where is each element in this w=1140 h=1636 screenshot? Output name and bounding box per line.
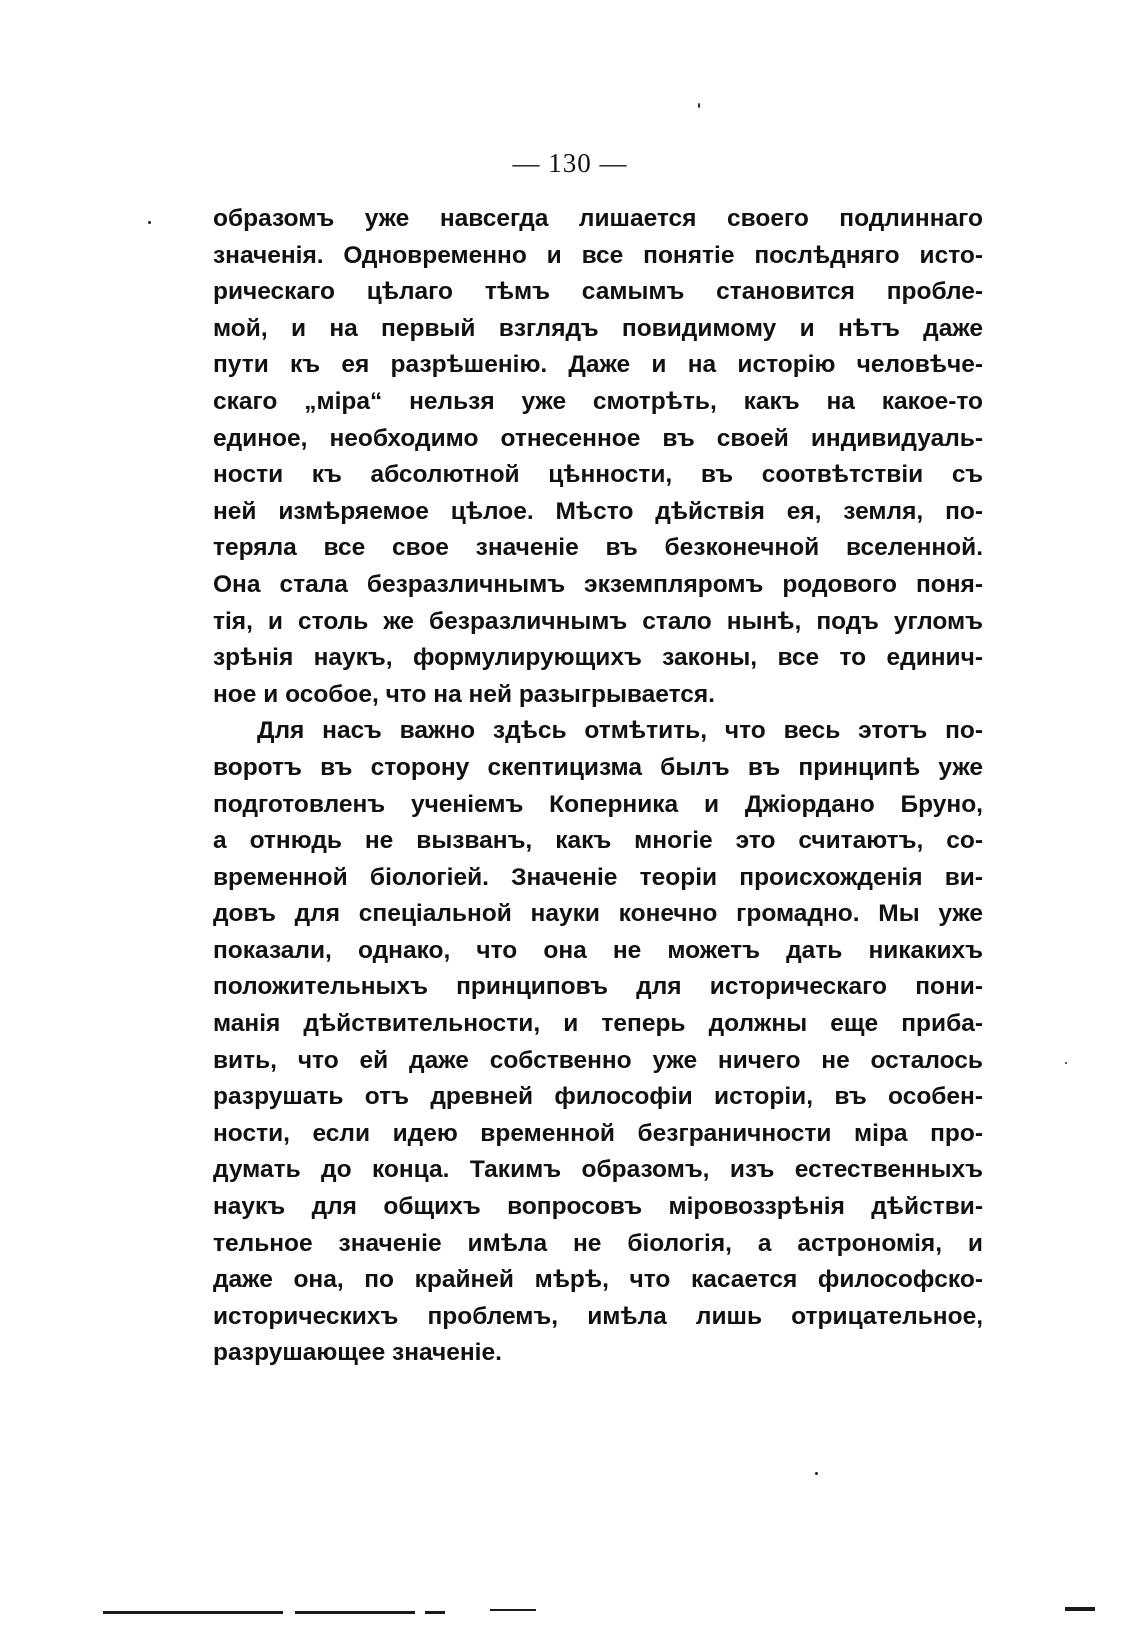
text-line: воротъ въ сторону скептицизма былъ въ принципѣ уже — [213, 753, 983, 781]
text-line: разрушающее значеніе. — [213, 1339, 502, 1367]
text-line: рическаго цѣлаго тѣмъ самымъ становится пробле- — [213, 278, 983, 306]
text-line: тія, и столь же безразличнымъ стало нынѣ, подъ угломъ — [213, 607, 983, 635]
scan-speck — [698, 103, 700, 108]
text-line: довъ для спеціальной науки конечно громадно. Мы уже — [213, 900, 983, 928]
scan-rule — [103, 1611, 283, 1614]
page-number: — 130 — — [512, 148, 628, 178]
text-line: Она стала безразличнымъ экземпляромъ родового поня- — [213, 570, 983, 598]
scan-speck — [148, 221, 151, 224]
scan-rule — [490, 1609, 536, 1611]
text-line: скаго „міра“ нельзя уже смотрѣть, какъ на какое-то — [213, 387, 983, 415]
text-line: ное и особое, что на ней разыгрывается. — [213, 680, 715, 708]
text-line: даже она, по крайней мѣрѣ, что касается философско- — [213, 1266, 983, 1294]
scan-rule — [425, 1611, 445, 1614]
text-line: положительныхъ принциповъ для историческаго пони- — [213, 973, 983, 1001]
text-line: образомъ уже навсегда лишается своего подлиннаго — [213, 205, 983, 232]
text-line: разрушать отъ древней философіи исторіи, въ особен- — [213, 1083, 983, 1111]
scan-rule — [295, 1611, 415, 1614]
text-line: наукъ для общихъ вопросовъ міровоззрѣнія дѣйстви- — [213, 1193, 983, 1221]
text-line: а отнюдь не вызванъ, какъ многіе это считаютъ, со- — [213, 827, 983, 855]
text-line: ней измѣряемое цѣлое. Мѣсто дѣйствія ея, земля, по- — [213, 497, 983, 525]
paragraph — [213, 713, 983, 1372]
text-line: вить, что ей даже собственно уже ничего не осталось — [213, 1046, 983, 1074]
text-line: ности къ абсолютной цѣнности, въ соотвѣтствіи съ — [213, 461, 983, 489]
scan-speck — [815, 1472, 818, 1475]
text-line: манія дѣйствительности, и теперь должны еще приба- — [213, 1010, 983, 1038]
text-line: ности, если идею временной безграничности міра про- — [213, 1119, 983, 1147]
text-line: историческихъ проблемъ, имѣла лишь отрицательное, — [213, 1302, 983, 1330]
text-line: пути къ ея разрѣшенію. Даже и на исторію человѣче- — [213, 351, 983, 379]
text-line: значенія. Одновременно и все понятіе послѣдняго исто- — [213, 241, 983, 269]
text-line: Для насъ важно здѣсь отмѣтить, что весь этотъ по- — [257, 717, 983, 745]
text-line: теряла все свое значеніе въ безконечной вселенной. — [213, 534, 983, 562]
scan-rule — [1065, 1607, 1095, 1611]
text-line: подготовленъ ученіемъ Коперника и Джіордано Бруно, — [213, 790, 983, 818]
text-line: тельное значеніе имѣла не біологія, а астрономія, и — [213, 1229, 983, 1257]
text-line: думать до конца. Такимъ образомъ, изъ естественныхъ — [213, 1156, 983, 1184]
body-text — [213, 201, 983, 1372]
paragraph — [213, 201, 983, 713]
text-line: мой, и на первый взглядъ повидимому и нѣтъ даже — [213, 314, 983, 342]
text-line: временной біологіей. Значеніе теоріи происхожденія ви- — [213, 863, 983, 891]
scan-speck — [1065, 1062, 1067, 1064]
text-line: показали, однако, что она не можетъ дать никакихъ — [213, 936, 983, 964]
text-line: единое, необходимо отнесенное въ своей индивидуаль- — [213, 424, 983, 452]
text-line: зрѣнія наукъ, формулирующихъ законы, все то единич- — [213, 644, 983, 672]
